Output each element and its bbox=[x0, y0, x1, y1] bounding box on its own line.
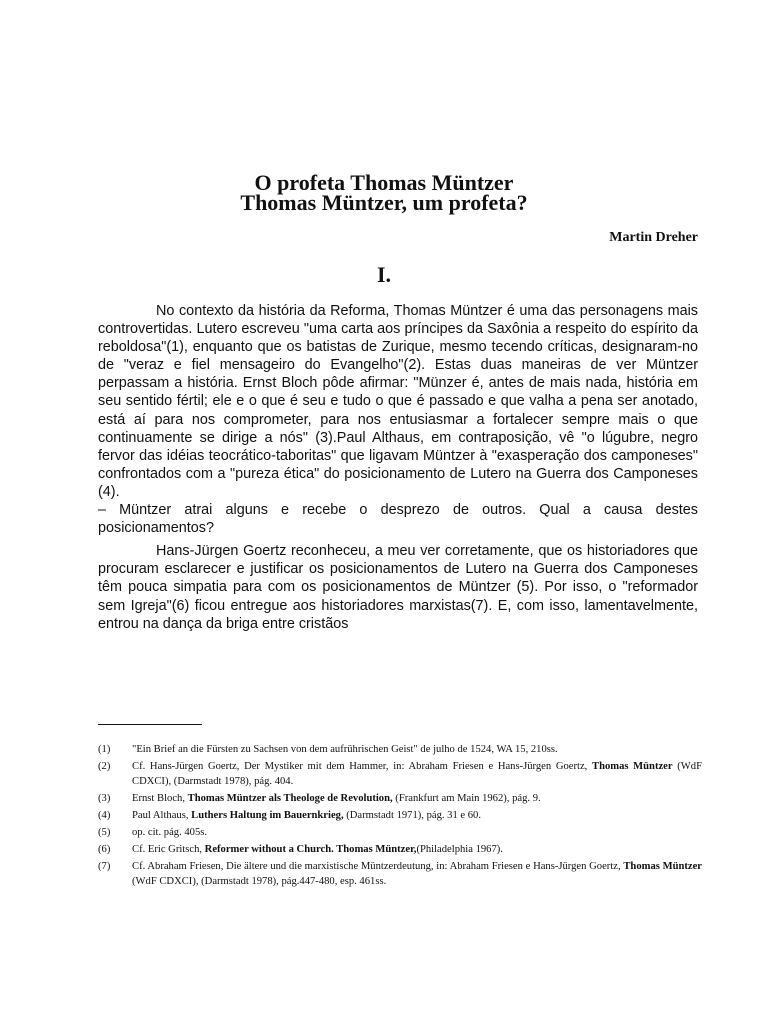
footnote-text: (WdF CDXCI), (Darmstadt 1978), pág. 404. bbox=[132, 761, 702, 787]
footnote-number: (4) bbox=[98, 810, 111, 821]
footnote-title: Thomas Müntzer bbox=[623, 861, 702, 872]
footnote bbox=[98, 759, 702, 789]
footnote-text: Ernst Bloch, bbox=[132, 793, 188, 804]
footnote-title: Luthers Haltung im Bauernkrieg, bbox=[191, 810, 344, 821]
footnote-text: Cf. Eric Gritsch, bbox=[132, 844, 205, 855]
article-title-line-1: O profeta Thomas Müntzer bbox=[254, 170, 514, 195]
footnote bbox=[98, 791, 702, 806]
footnote-text: "Ein Brief an die Fürsten zu Sachsen von dem aufrührischen Geist" de julho de 1524, WA 15, 210ss. bbox=[132, 744, 558, 755]
footnote bbox=[98, 859, 702, 889]
footnote-text: Paul Althaus, bbox=[132, 810, 192, 821]
footnote-text: (Darmstadt 1971), pág. 31 e 60. bbox=[343, 810, 482, 821]
footnote bbox=[98, 742, 702, 757]
article-title-line-2: Thomas Müntzer, um profeta? bbox=[240, 190, 528, 215]
footnote-number: (3) bbox=[98, 793, 111, 804]
body-paragraph: – Müntzer atrai alguns e recebe o desprezo de outros. Qual a causa destes posicionamentos? bbox=[98, 502, 698, 537]
body-paragraph: Hans-Jürgen Goertz reconheceu, a meu ver corretamente, que os historiadores que procuram esclarecer e justificar os posicionamentos de Lutero na Guerra dos Camponeses têm pouca simpatia para com os posicionamentos de Müntzer (5). Por isso, o "reformador sem Igreja"(6) ficou entregue aos historiadores marxistas(7). E, com isso, lamentavelmente, entrou na dança da briga entre cristãos bbox=[98, 543, 698, 632]
footnote-title: Thomas Müntzer bbox=[592, 761, 673, 772]
footnote bbox=[98, 842, 702, 857]
footnote-text: Cf. Hans-Jürgen Goertz, Der Mystiker mit dem Hammer, in: Abraham Friesen e Hans-Jürgen Goertz, bbox=[132, 761, 592, 772]
footnote-text: (Frankfurt am Main 1962), pág. 9. bbox=[392, 793, 541, 804]
footnote-text: Cf. Abraham Friesen, Die ältere und die marxistische Müntzerdeutung, in: Abraham Friesen e Hans-Jürgen Goertz, bbox=[132, 861, 624, 872]
footnotes bbox=[98, 742, 702, 891]
article-body bbox=[98, 302, 698, 633]
footnote-title: Reformer without a Church. Thomas Müntzer, bbox=[204, 844, 417, 855]
article-author: Martin Dreher bbox=[609, 230, 698, 245]
footnote bbox=[98, 808, 702, 823]
footnote-number: (7) bbox=[98, 861, 111, 872]
footnote-separator bbox=[98, 724, 202, 725]
footnote-text: (Philadelphia 1967). bbox=[416, 844, 503, 855]
footnote-number: (2) bbox=[98, 761, 111, 772]
body-paragraph: No contexto da história da Reforma, Thomas Müntzer é uma das personagens mais controvertidas. Lutero escreveu "uma carta aos príncipes da Saxônia a respeito do espírito da reboldosa"(1), enquanto que os batistas de Zurique, mesmo tecendo críticas, designaram-no de "veraz e fiel mensageiro do Evangelho"(2). Estas duas maneiras de ver Müntzer perpassam a história. Ernst Bloch pôde afirmar: "Münzer é, antes de mais nada, história em seu sentido fértil; ele e o que é seu e tudo o que é passado e que valha a pena ser anotado, está aí para nos comprometer, para nos entusiasmar a fortalecer sempre mais o que continuamente se dirige a nós" (3).Paul Althaus, em contraposição, vê "o lúgubre, negro fervor das idéias teocrático-taboritas" que ligavam Müntzer à "exasperação dos camponeses" confrontados com a "pureza ética" do posicionamento de Lutero na Guerra dos Camponeses (4). bbox=[98, 303, 698, 500]
footnote-number: (5) bbox=[98, 827, 111, 838]
footnote-title: Thomas Müntzer als Theologe de Revolution, bbox=[187, 793, 393, 804]
footnote bbox=[98, 825, 702, 840]
footnote-number: (6) bbox=[98, 844, 111, 855]
footnote-text: (WdF CDXCI), (Darmstadt 1978), pág.447-480, esp. 461ss. bbox=[132, 876, 387, 887]
section-heading: I. bbox=[376, 262, 392, 287]
footnote-number: (1) bbox=[98, 744, 111, 755]
footnote-text: op. cit. pág. 405s. bbox=[132, 827, 208, 838]
